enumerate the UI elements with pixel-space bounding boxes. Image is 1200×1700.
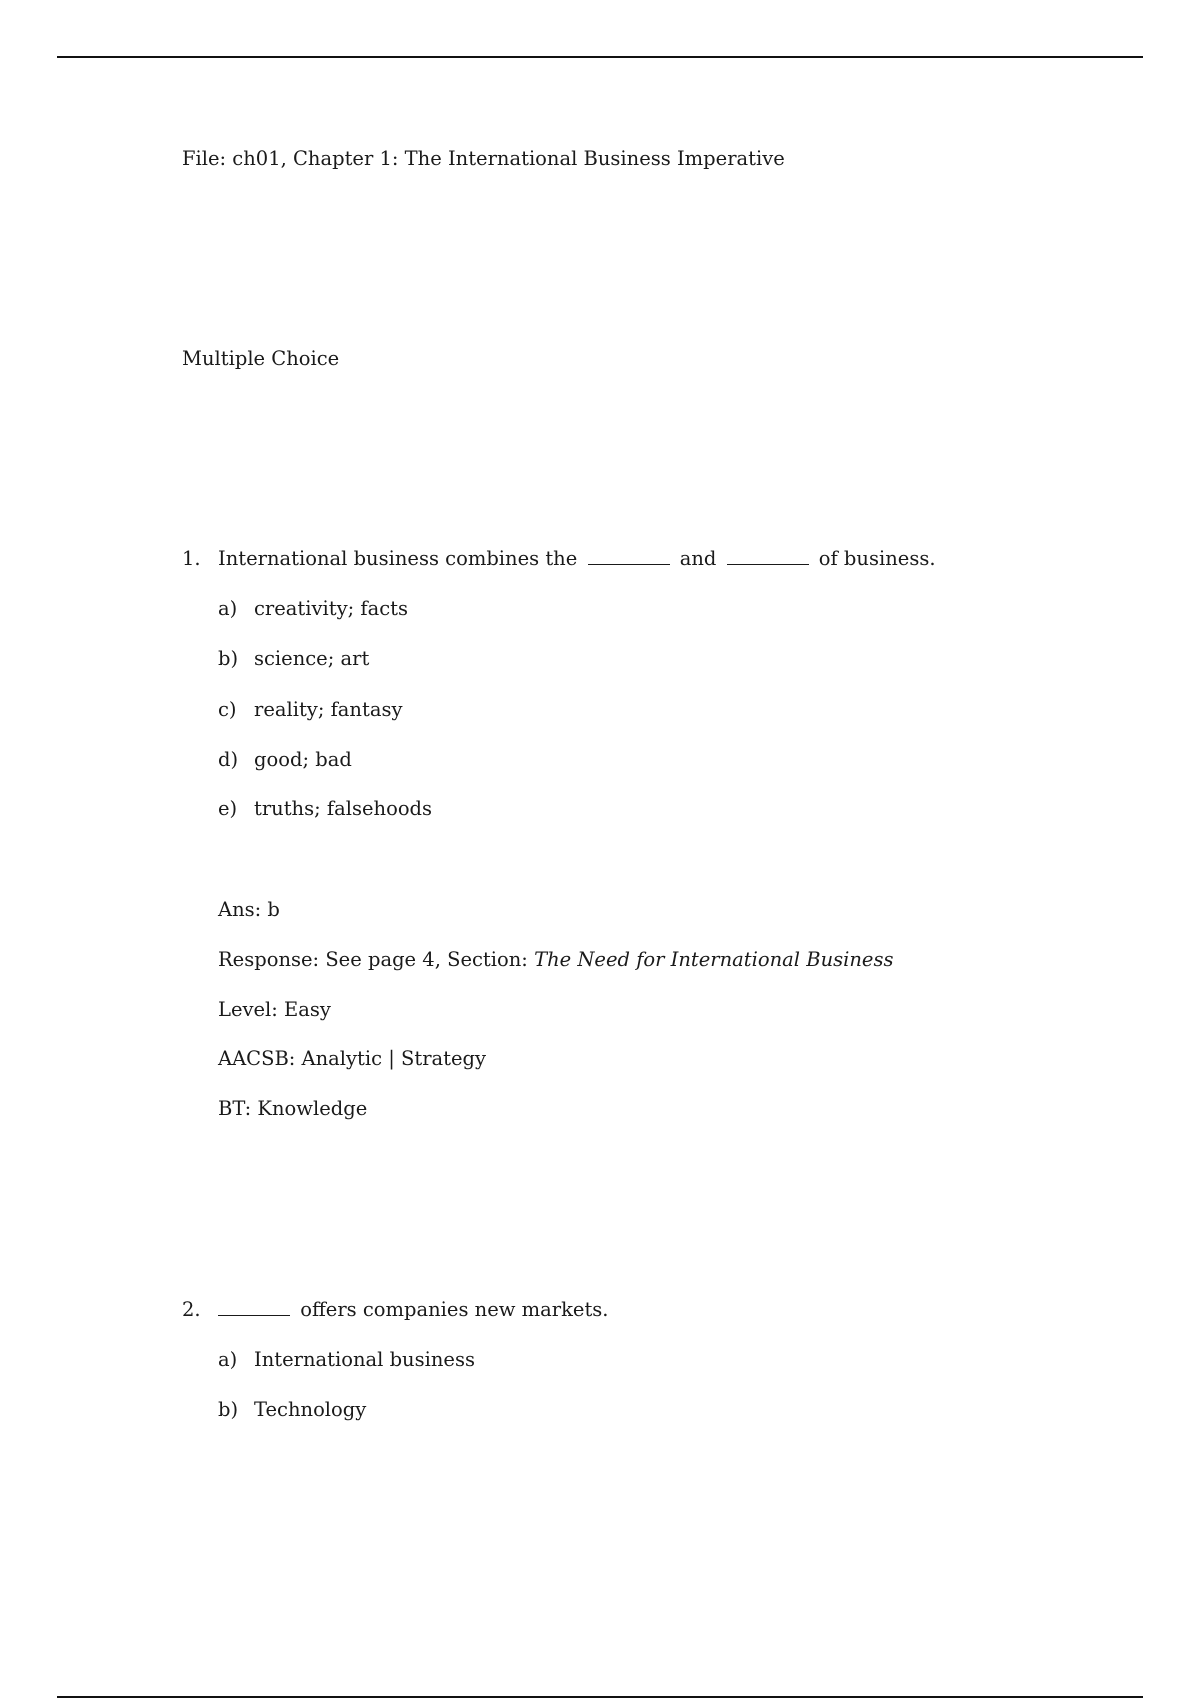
footer-rule	[57, 1696, 1143, 1698]
question-2-option-a-text: International business	[254, 1348, 475, 1371]
question-1-option-a-text: creativity; facts	[254, 597, 408, 620]
question-1-option-c-letter: c)	[218, 698, 237, 721]
question-1-stem	[218, 546, 936, 572]
question-1-blank-2	[727, 547, 809, 565]
file-line: File: ch01, Chapter 1: The International Business Imperative	[182, 147, 785, 170]
question-1-option-d-text: good; bad	[254, 748, 352, 771]
question-1-option-c-text: reality; fantasy	[254, 698, 403, 721]
question-1-response-prefix: Response: See page 4, Section:	[218, 948, 535, 971]
question-1-option-a-letter: a)	[218, 597, 238, 620]
question-2-option-a-letter: a)	[218, 1348, 238, 1371]
question-1-level: Level: Easy	[218, 998, 331, 1021]
question-1-number: 1.	[182, 547, 201, 570]
question-2-option-b-letter: b)	[218, 1398, 239, 1421]
question-2-stem	[218, 1297, 609, 1323]
question-1-option-d-letter: d)	[218, 748, 239, 771]
question-1-option-e-letter: e)	[218, 797, 238, 820]
question-2-number: 2.	[182, 1298, 201, 1321]
question-1-response	[218, 947, 894, 973]
section-heading: Multiple Choice	[182, 347, 340, 370]
question-1-aacsb: AACSB: Analytic | Strategy	[218, 1047, 487, 1070]
question-1-response-section: The Need for International Business	[534, 948, 894, 971]
question-1-option-e-text: truths; falsehoods	[254, 797, 433, 820]
question-2-blank	[218, 1298, 290, 1316]
question-1-answer: Ans: b	[218, 898, 280, 921]
question-1-stem-part2: of business.	[818, 547, 936, 570]
question-2-stem-part1: offers companies new markets.	[300, 1298, 609, 1321]
question-1-stem-part1: International business combines the	[218, 547, 578, 570]
header-rule	[57, 56, 1143, 58]
question-1-option-b-text: science; art	[254, 647, 370, 670]
question-1-option-b-letter: b)	[218, 647, 239, 670]
question-1-stem-mid: and	[679, 547, 717, 570]
question-1-blank-1	[588, 547, 670, 565]
question-1-bt: BT: Knowledge	[218, 1097, 368, 1120]
question-2-option-b-text: Technology	[254, 1398, 367, 1421]
